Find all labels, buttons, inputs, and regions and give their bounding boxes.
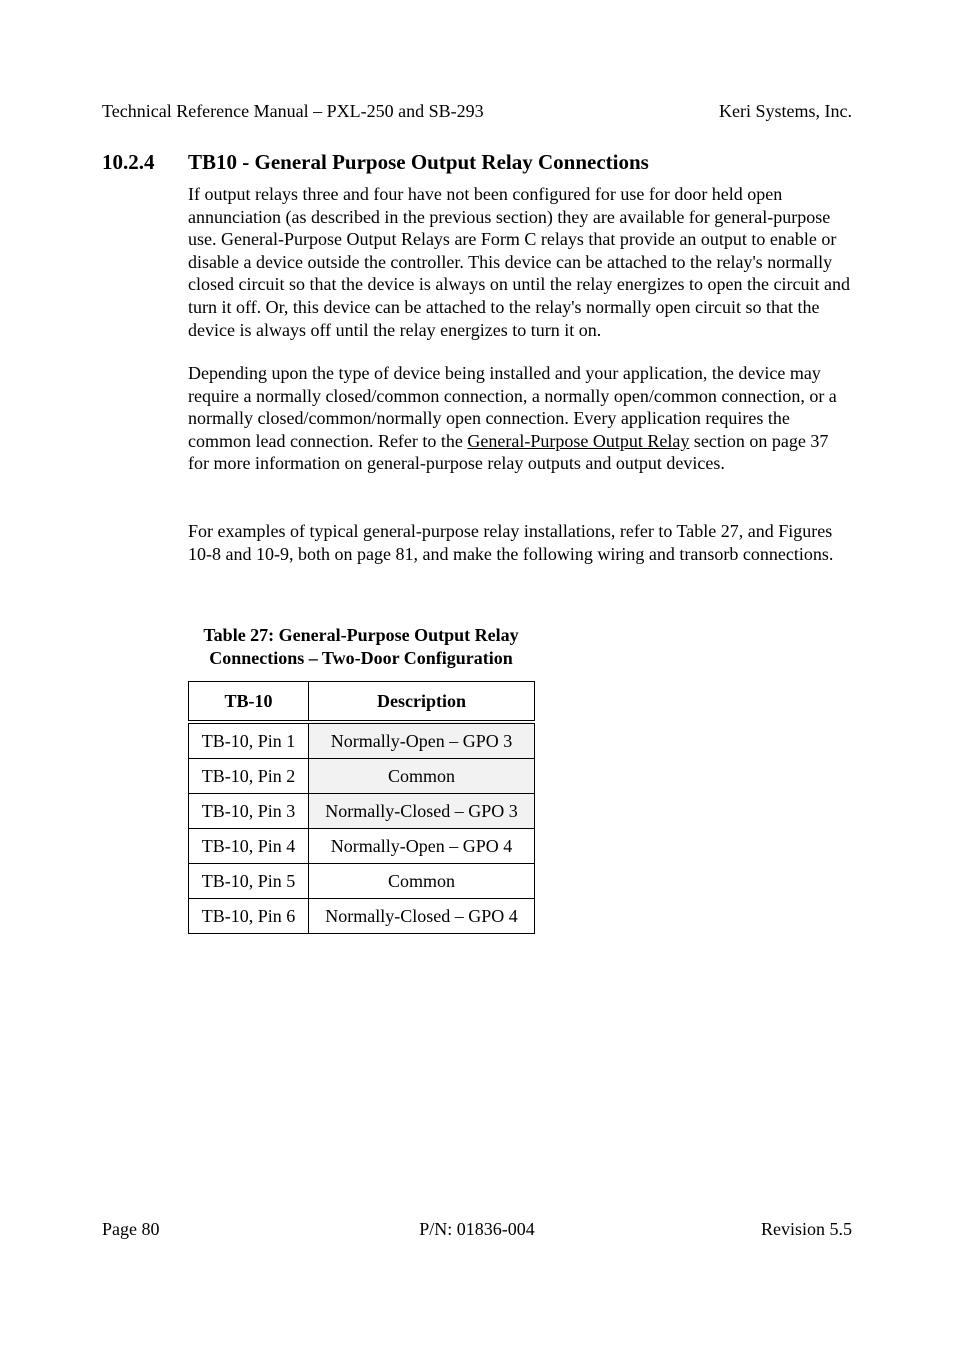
paragraph-examples xyxy=(188,520,853,565)
table-row xyxy=(189,829,535,864)
footer-revision: Revision 5.5 xyxy=(760,1219,852,1239)
table-row xyxy=(189,759,535,794)
pin-cell: TB-10, Pin 2 xyxy=(189,759,309,794)
paragraph-intro xyxy=(188,183,853,341)
header-manual-title: Technical Reference Manual – PXL-250 and SB-293 xyxy=(102,101,484,121)
footer-page-number: Page 80 xyxy=(102,1219,160,1239)
caption-line: Connections – Two-Door Configuration xyxy=(209,648,513,668)
description-cell: Normally-Open – GPO 4 xyxy=(309,829,535,864)
column-header-description: Description xyxy=(309,682,535,723)
section-number: 10.2.4 xyxy=(102,150,155,174)
paragraph-device-types xyxy=(188,362,853,475)
table-row xyxy=(189,794,535,829)
table-caption xyxy=(188,624,534,670)
pin-cell: TB-10, Pin 3 xyxy=(189,794,309,829)
section-heading xyxy=(102,150,649,175)
gpo-relay-link[interactable]: General-Purpose Output Relay xyxy=(467,430,690,451)
caption-line: Table 27: General-Purpose Output Relay xyxy=(203,625,519,645)
description-cell: Normally-Closed – GPO 4 xyxy=(309,899,535,934)
footer-part-number: P/N: 01836-004 xyxy=(419,1219,535,1239)
pin-cell: TB-10, Pin 4 xyxy=(189,829,309,864)
table-row xyxy=(189,899,535,934)
pin-cell: TB-10, Pin 6 xyxy=(189,899,309,934)
section-title: TB10 - General Purpose Output Relay Connections xyxy=(188,150,649,174)
description-cell: Normally-Open – GPO 3 xyxy=(309,722,535,759)
description-cell: Common xyxy=(309,864,535,899)
table-row xyxy=(189,864,535,899)
paragraph-text: For examples of typical general-purpose relay installations, refer to Table 27, and Figures 10-8 and 10-9, both on page 81, and make the following wiring and transorb connections. xyxy=(188,521,834,564)
column-header-tb10: TB-10 xyxy=(189,682,309,723)
pin-cell: TB-10, Pin 5 xyxy=(189,864,309,899)
connections-table xyxy=(188,681,535,934)
paragraph-text: If output relays three and four have not been configured for use for door held open annunciation (as described in the previous section) they are available for general-purpose use. General-Purpose Output Relays are Form C relays that provide an output to enable or disable a device outside the controller. This device can be attached to the relay's normally closed circuit so that the device is always on until the relay energizes to open the circuit and turn it off. Or, this device can be attached to the relay's normally open circuit so that the device is always off until the relay energizes to turn it on. xyxy=(188,184,850,340)
description-cell: Common xyxy=(309,759,535,794)
table-row xyxy=(189,722,535,759)
description-cell: Normally-Closed – GPO 3 xyxy=(309,794,535,829)
paragraph-text: Depending upon the type of device being installed and your application, the device may require a normally closed/common connection, a normally open/common connection, or a normally closed/common/normally open connection. Every application requires the common lead connection. Refer to the xyxy=(188,363,837,451)
table-header-row xyxy=(189,682,535,723)
header-company: Keri Systems, Inc. xyxy=(719,101,852,121)
paragraph-text: section on page 37 for more information on general-purpose relay outputs and output devices. xyxy=(188,430,829,474)
pin-cell: TB-10, Pin 1 xyxy=(189,722,309,759)
